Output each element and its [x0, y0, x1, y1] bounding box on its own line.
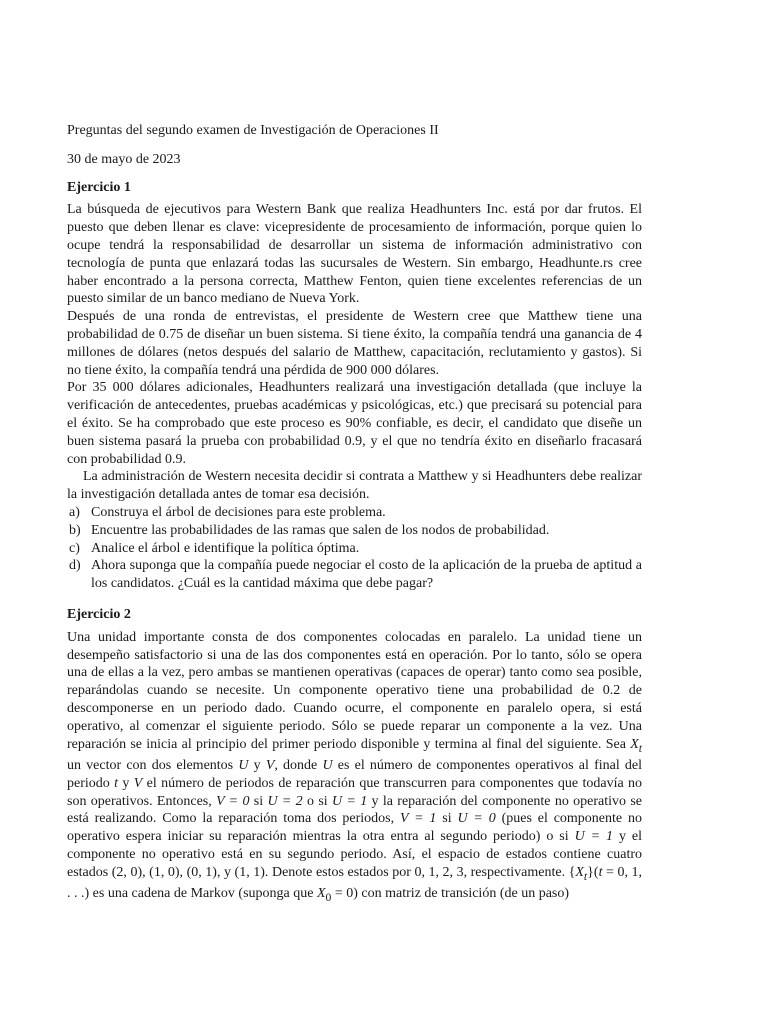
exercise-1-heading: Ejercicio 1 — [67, 179, 131, 195]
exercise-2-heading: Ejercicio 2 — [67, 606, 131, 622]
text-run: (pues el componente no operativo espera iniciar su reparación mientras la otra entra al segundo periodo) o si — [67, 811, 642, 845]
document-body — [67, 122, 642, 907]
math-subscript: t — [638, 741, 642, 755]
text-run: y la reparación del componente no operativo se está realizando. Como la reparación toma dos periodos, — [67, 793, 643, 827]
exercise-1-paragraph-3: Por 35 000 dólares adicionales, Headhunters realizará una investigación detallada (que incluye la verificación de antecedentes, pruebas académicas y psicológicas, etc.) que precisará su potencial para el éxito. Se ha comprobado que este proceso es 90% confiable, es decir, el candidato que diseñe un buen sistema pasará la prueba con probabilidad 0.9, y el que no tendría éxito en diseñarlo fracasará con probabilidad 0.9. — [67, 380, 642, 467]
math-equation: V = 0 — [216, 793, 250, 809]
text-run: y — [248, 758, 261, 774]
math-equation: U = 1 — [331, 793, 368, 809]
document-title: Preguntas del segundo examen de Investigación de Operaciones II — [67, 123, 439, 138]
text-run: un vector con dos elementos — [67, 758, 239, 774]
math-subscript: 0 — [325, 891, 332, 905]
math-variable: t — [114, 775, 119, 791]
math-variable: V — [133, 775, 143, 791]
math-equation: U = 0 — [457, 811, 496, 827]
text-run: el número de periodos de reparación que transcurren para componentes que todavía no son operativos. Entonces, — [67, 775, 643, 809]
math-subscript: t — [583, 869, 588, 883]
question-item — [67, 504, 642, 522]
exercise-1-questions — [67, 504, 642, 593]
text-run: y — [118, 775, 134, 791]
question-label: c) — [69, 540, 80, 556]
text-run: si — [436, 811, 458, 827]
question-item — [67, 522, 642, 540]
text-run: es el número de componentes operativos al final del periodo — [67, 758, 643, 791]
math-variable: t — [598, 864, 603, 880]
math-variable: U — [322, 758, 333, 774]
question-text: Encuentre las probabilidades de las ramas que salen de los nodos de probabilidad. — [91, 522, 550, 538]
text-run: , donde — [274, 758, 323, 774]
exercise-1-paragraph-4: La administración de Western necesita decidir si contrata a Matthew y si Headhunters debe realizar la investigación detallada antes de tomar esa decisión. — [67, 469, 642, 503]
question-text: Ahora suponga que la compañía puede negociar el costo de la aplicación de la prueba de aptitud a los candidatos. ¿Cuál es la cantidad máxima que debe pagar? — [91, 558, 642, 592]
text-run: si — [249, 793, 268, 809]
exercise-1-paragraph-2: Después de una ronda de entrevistas, el presidente de Western cree que Matthew tiene una probabilidad de 0.75 de diseñar un buen sistema. Si tiene éxito, la compañía tendrá una ganancia de 4 millones de dólares (netos después del salario de Matthew, capacitación, reclutamiento y gastos). Si no tiene éxito, la compañía tendrá una pérdida de 900 000 dólares. — [67, 309, 642, 378]
text-run: }( — [587, 864, 599, 880]
document-date: 30 de mayo de 2023 — [67, 151, 181, 167]
question-label: b) — [69, 522, 81, 538]
exercise-1-paragraph-1: La búsqueda de ejecutivos para Western Bank que realiza Headhunters Inc. está por dar frutos. El puesto que deben llenar es clave: vicepresidente de procesamiento de información, porque quien lo ocupe tendrá la responsabilidad de desarrollar un sistema de información administrativo con tecnología de punta que enlazará todas las sucursales de Western. Sin embargo, Headhunte.rs cree haber encontrado a la persona correcta, Matthew Fenton, quien tiene excelentes referencias de un puesto similar de un banco mediano de Nueva York. — [67, 202, 642, 307]
math-equation: V = 1 — [399, 811, 437, 827]
exercise-2-paragraph — [67, 629, 642, 907]
question-item — [67, 557, 642, 593]
question-text: Construya el árbol de decisiones para este problema. — [91, 504, 386, 520]
math-variable: X — [575, 864, 584, 880]
question-label: a) — [69, 504, 80, 520]
math-variable: U — [238, 758, 249, 774]
math-variable: V — [265, 758, 275, 774]
question-text: Analice el árbol e identifique la política óptima. — [91, 540, 360, 556]
math-equation: U = 2 — [267, 793, 303, 809]
text-run: o si — [302, 793, 332, 809]
math-equation: U = 1 — [574, 829, 614, 845]
text-run: = 0, 1, . . .) es una cadena de Markov (suponga que — [67, 864, 642, 902]
question-label: d) — [69, 558, 81, 574]
text-run: = 0) con matriz de transición (de un paso) — [331, 886, 570, 902]
text-run: Una unidad importante consta de dos componentes colocadas en paralelo. La unidad tiene un desempeño satisfactorio si una de las dos componentes está en operación. Por lo tanto, sólo se opera una de ellas a la vez, pero ambas se mantienen operativas (capaces de operar) tanto como sea posible, reparándolas cuando se necesite. Un componente operativo tiene una probabilidad de 0.2 de descomponerse en un periodo dado. Cuando ocurre, el componente en paralelo opera, si está operativo, al comenzar el siguiente periodo. Sólo se puede reparar un componente a la vez. Una reparación se inicia al principio del primer periodo disponible y termina al final del siguiente. Sea — [67, 629, 642, 752]
math-variable: X — [630, 736, 639, 752]
math-variable: X — [316, 886, 326, 902]
question-item — [67, 540, 642, 558]
text-run: y el componente no operativo está en su segundo periodo. Así, el espacio de estados contiene cuatro estados (2, 0), (1, 0), (0, 1), y (1, 1). Denote estos estados por 0, 1, 2, 3, respectivamente. { — [67, 829, 643, 880]
